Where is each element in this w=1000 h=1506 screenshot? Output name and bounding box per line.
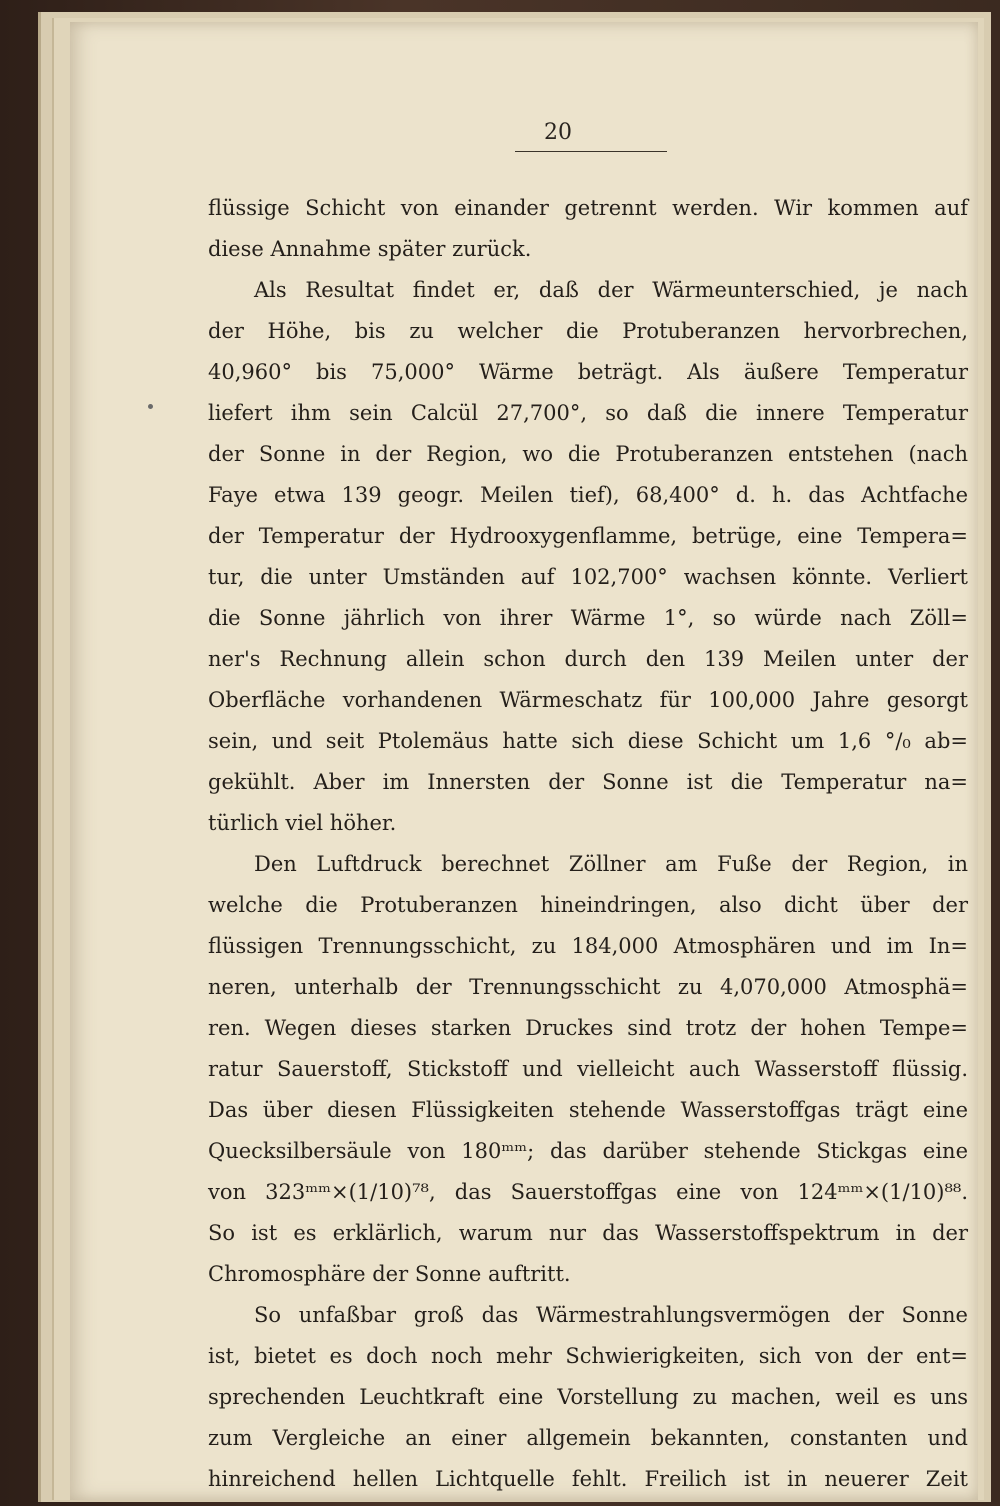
text-line: diese Annahme später zurück. [208,237,532,261]
text-line: sprechenden Leuchtkraft eine Vorstellung zu machen, weil es uns [208,1385,968,1409]
text-line: sein, und seit Ptolemäus hatte sich diese Schicht um 1,6 °/₀ ab= [208,729,968,753]
text-line: der Höhe, bis zu welcher die Protuberanzen hervorbrechen, [208,319,968,343]
text-line: ratur Sauerstoff, Stickstoff und vielleicht auch Wasserstoff flüssig. [208,1057,968,1081]
text-line: Den Luftdruck berechnet Zöllner am Fuße der Region, in [254,852,968,876]
text-line: ner's Rechnung allein schon durch den 139 Meilen unter der [208,647,968,671]
text-line: die Sonne jährlich von ihrer Wärme 1°, so würde nach Zöll= [208,606,968,630]
text-line: der Sonne in der Region, wo die Protuberanzen entstehen (nach [208,442,968,466]
text-line: türlich viel höher. [208,811,397,835]
text-line: Oberfläche vorhandenen Wärmeschatz für 100,000 Jahre gesorgt [208,688,968,712]
margin-speck [148,404,153,409]
text-line: Quecksilbersäule von 180ᵐᵐ; das darüber stehende Stickgas eine [208,1139,968,1163]
text-line: Faye etwa 139 geogr. Meilen tief), 68,400° d. h. das Achtfache [208,483,968,507]
text-line: Chromosphäre der Sonne auftritt. [208,1262,571,1286]
header-rule [515,151,667,152]
text-line: flüssige Schicht von einander getrennt werden. Wir kommen auf [208,196,968,220]
text-line: So ist es erklärlich, warum nur das Wasserstoffspektrum in der [208,1221,968,1245]
text-line: Als Resultat findet er, daß der Wärmeunterschied, je nach [254,278,968,302]
text-line: 40,960° bis 75,000° Wärme beträgt. Als äußere Temperatur [208,360,968,384]
text-line: liefert ihm sein Calcül 27,700°, so daß die innere Temperatur [208,401,968,425]
text-line: flüssigen Trennungsschicht, zu 184,000 Atmosphären und im In= [208,934,968,958]
text-line: zum Vergleiche an einer allgemein bekannten, constanten und [208,1426,968,1450]
body-text [208,188,968,1500]
page-number: 20 [544,120,572,145]
text-line: neren, unterhalb der Trennungsschicht zu 4,070,000 Atmosphä= [208,975,968,999]
text-line: ist, bietet es doch noch mehr Schwierigkeiten, sich von der ent= [208,1344,968,1368]
text-line: ren. Wegen dieses starken Druckes sind trotz der hohen Tempe= [208,1016,968,1040]
text-line: welche die Protuberanzen hineindringen, also dicht über der [208,893,968,917]
text-line: Das über diesen Flüssigkeiten stehende Wasserstoffgas trägt eine [208,1098,968,1122]
text-line: tur, die unter Umständen auf 102,700° wachsen könnte. Verliert [208,565,968,589]
text-line: hinreichend hellen Lichtquelle fehlt. Freilich ist in neuerer Zeit [208,1467,968,1491]
text-line: So unfaßbar groß das Wärmestrahlungsvermögen der Sonne [254,1303,968,1327]
text-line: von 323ᵐᵐ×(1/10)⁷⁸, das Sauerstoffgas eine von 124ᵐᵐ×(1/10)⁸⁸. [208,1180,968,1204]
text-line: gekühlt. Aber im Innersten der Sonne ist die Temperatur na= [208,770,968,794]
text-line: der Temperatur der Hydrooxygenflamme, betrüge, eine Tempera= [208,524,968,548]
